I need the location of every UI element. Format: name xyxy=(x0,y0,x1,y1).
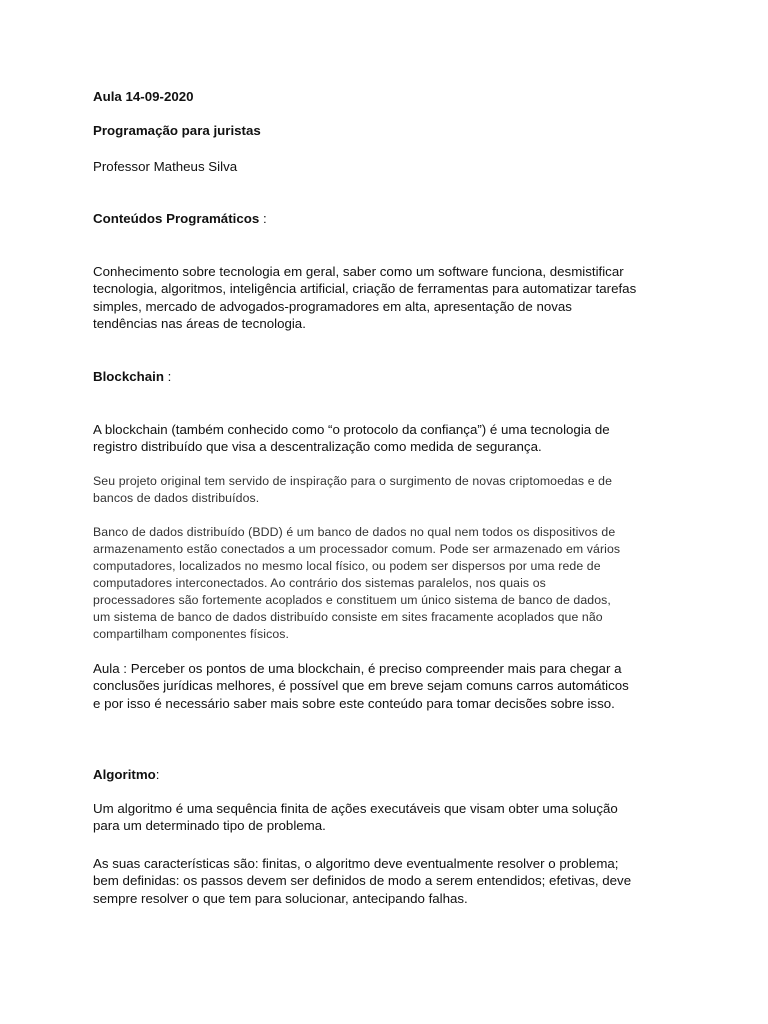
professor-name: Professor Matheus Silva xyxy=(93,159,238,174)
blockchain-heading-line xyxy=(93,368,171,385)
paragraph-line: computadores interconectados. Ao contrário dos sistemas paralelos, nos quais os xyxy=(93,576,546,590)
paragraph-line: Um algoritmo é uma sequência finita de ações executáveis que visam obter uma solução xyxy=(93,801,618,816)
conteudos-heading: Conteúdos Programáticos xyxy=(93,211,260,226)
blockchain-paragraph-4 xyxy=(93,660,629,712)
paragraph-line: Banco de dados distribuído (BDD) é um banco de dados no qual nem todos os dispositivos de xyxy=(93,525,616,539)
paragraph-line: Aula : Perceber os pontos de uma blockchain, é preciso compreender mais para chegar a xyxy=(93,661,622,676)
paragraph-line: para um determinado tipo de problema. xyxy=(93,818,326,834)
paragraph-line: um sistema de banco de dados distribuído consiste em sites fracamente acoplados que não xyxy=(93,610,603,624)
paragraph-line: bancos de dados distribuídos. xyxy=(93,491,260,505)
paragraph-line: Seu projeto original tem servido de inspiração para o surgimento de novas criptomoedas e de xyxy=(93,474,613,488)
paragraph-line: sempre resolver o que tem para solucionar, antecipando falhas. xyxy=(93,890,468,906)
paragraph-line: armazenamento estão conectados a um processador comum. Pode ser armazenado em vários xyxy=(93,542,621,556)
paragraph-line: tecnologia, algoritmos, inteligência artificial, criação de ferramentas para automatizar tarefas xyxy=(93,281,637,297)
lesson-date: Aula 14-09-2020 xyxy=(93,89,194,104)
paragraph-line: A blockchain (também conhecido como “o protocolo da confiança”) é uma tecnologia de xyxy=(93,422,610,437)
paragraph-line: registro distribuído que visa a descentralização como medida de segurança. xyxy=(93,439,542,455)
paragraph-line: processadores são fortemente acoplados e constituem um único sistema de banco de dados, xyxy=(93,593,611,607)
paragraph-line: Conhecimento sobre tecnologia em geral, saber como um software funciona, desmistificar xyxy=(93,264,624,279)
algoritmo-heading-line xyxy=(93,766,160,783)
blockchain-paragraph-3 xyxy=(93,524,620,643)
blockchain-heading-suffix: : xyxy=(163,369,172,384)
course-title: Programação para juristas xyxy=(93,123,261,138)
paragraph-line: conclusões jurídicas melhores, é possível que em breve sejam comuns carros automáticos xyxy=(93,678,629,694)
algoritmo-heading: Algoritmo xyxy=(93,767,156,782)
paragraph-line: As suas características são: finitas, o algoritmo deve eventualmente resolver o problema; xyxy=(93,856,619,871)
algoritmo-paragraph-2 xyxy=(93,855,631,907)
algoritmo-heading-suffix: : xyxy=(155,767,160,782)
conteudos-heading-line xyxy=(93,210,267,227)
paragraph-line: compartilham componentes físicos. xyxy=(93,627,290,641)
paragraph-line: tendências nas áreas de tecnologia. xyxy=(93,315,306,331)
conteudos-paragraph xyxy=(93,263,636,332)
conteudos-heading-suffix: : xyxy=(259,211,267,226)
blockchain-paragraph-1 xyxy=(93,421,610,456)
paragraph-line: e por isso é necessário saber mais sobre este conteúdo para tomar decisões sobre isso. xyxy=(93,695,615,711)
paragraph-line: simples, mercado de advogados-programadores em alta, apresentação de novas xyxy=(93,298,572,314)
algoritmo-paragraph-1 xyxy=(93,800,618,835)
paragraph-line: bem definidas: os passos devem ser definidos de modo a serem entendidos; efetivas, deve xyxy=(93,873,632,889)
paragraph-line: computadores, localizados no mesmo local físico, ou podem ser dispersos por uma rede de xyxy=(93,559,601,573)
blockchain-paragraph-2 xyxy=(93,473,612,507)
blockchain-heading: Blockchain xyxy=(93,369,164,384)
